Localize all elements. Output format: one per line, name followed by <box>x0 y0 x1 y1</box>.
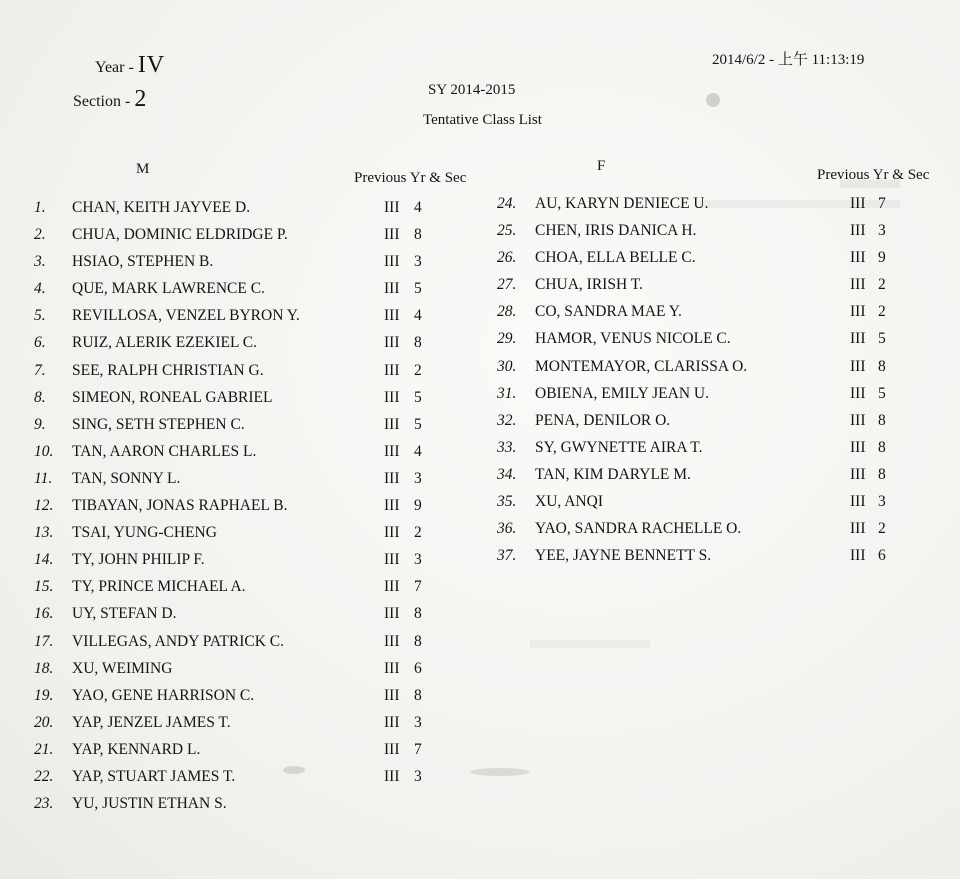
student-name: CHEN, IRIS DANICA H. <box>535 222 697 240</box>
student-number: 32. <box>497 411 517 429</box>
prev-section: 3 <box>414 767 422 785</box>
prev-year: III <box>384 280 400 298</box>
prev-year: III <box>850 276 866 294</box>
student-name: SIMEON, RONEAL GABRIEL <box>72 388 273 406</box>
student-number: 18. <box>34 659 54 677</box>
prev-year: III <box>850 330 866 348</box>
student-row <box>34 714 474 741</box>
student-name: REVILLOSA, VENZEL BYRON Y. <box>72 307 300 325</box>
student-row <box>34 768 474 795</box>
student-row <box>34 741 474 768</box>
student-number: 6. <box>34 334 46 352</box>
prev-year: III <box>384 388 400 406</box>
student-number: 31. <box>497 384 517 402</box>
student-row <box>497 330 927 357</box>
student-name: CHUA, IRISH T. <box>535 276 643 294</box>
prev-section: 2 <box>878 276 886 294</box>
prev-year: III <box>384 415 400 433</box>
prev-section: 3 <box>414 469 422 487</box>
student-number: 10. <box>34 442 54 460</box>
student-number: 8. <box>34 388 46 406</box>
student-row <box>34 362 474 389</box>
prev-section: 5 <box>878 330 886 348</box>
male-column-heading: M <box>136 161 150 177</box>
year-label: Year - <box>95 59 138 76</box>
student-row <box>34 795 474 822</box>
prev-section: 8 <box>414 686 422 704</box>
student-number: 30. <box>497 357 517 375</box>
student-row <box>34 687 474 714</box>
student-row <box>34 605 474 632</box>
student-name: YAP, JENZEL JAMES T. <box>72 713 231 731</box>
student-number: 4. <box>34 280 46 298</box>
prev-year: III <box>850 438 866 456</box>
student-number: 33. <box>497 438 517 456</box>
student-name: YAP, KENNARD L. <box>72 740 201 758</box>
student-number: 2. <box>34 226 46 244</box>
prev-section: 9 <box>878 249 886 267</box>
prev-year: III <box>850 384 866 402</box>
student-name: UY, STEFAN D. <box>72 605 177 623</box>
prev-section: 8 <box>878 411 886 429</box>
prev-section: 5 <box>414 388 422 406</box>
prev-section: 7 <box>414 740 422 758</box>
student-name: SY, GWYNETTE AIRA T. <box>535 438 703 456</box>
section-label: Section - <box>73 93 135 110</box>
prev-section: 5 <box>414 415 422 433</box>
prev-section: 8 <box>414 632 422 650</box>
student-number: 29. <box>497 330 517 348</box>
prev-year: III <box>384 199 400 216</box>
prev-year: III <box>384 307 400 325</box>
student-row <box>497 276 927 303</box>
prev-year: III <box>850 411 866 429</box>
prev-section: 2 <box>414 524 422 542</box>
student-row <box>34 524 474 551</box>
student-name: YAO, SANDRA RACHELLE O. <box>535 520 742 538</box>
student-row <box>497 303 927 330</box>
prev-year: III <box>384 226 400 244</box>
student-row <box>34 280 474 307</box>
student-name: XU, WEIMING <box>72 659 173 677</box>
prev-year: III <box>850 303 866 321</box>
student-row <box>497 466 927 493</box>
prev-section: 2 <box>878 303 886 321</box>
student-number: 21. <box>34 740 54 758</box>
student-number: 16. <box>34 605 54 623</box>
prev-year: III <box>384 632 400 650</box>
student-number: 9. <box>34 415 46 433</box>
prev-year: III <box>384 551 400 569</box>
student-number: 26. <box>497 249 517 267</box>
prev-year: III <box>850 547 866 565</box>
prev-section: 5 <box>414 280 422 298</box>
prev-year: III <box>384 740 400 758</box>
bleed-through-mark <box>530 640 650 648</box>
smudge-mark <box>470 768 530 776</box>
student-row <box>34 416 474 443</box>
year-line <box>95 52 165 79</box>
prev-year: III <box>384 361 400 379</box>
prev-section: 3 <box>878 493 886 511</box>
male-prev-heading: Previous Yr & Sec <box>354 170 467 186</box>
school-year: SY 2014-2015 <box>428 82 516 98</box>
student-name: AU, KARYN DENIECE U. <box>535 195 709 212</box>
student-name: CHOA, ELLA BELLE C. <box>535 249 696 267</box>
student-name: TSAI, YUNG-CHENG <box>72 524 217 542</box>
prev-section: 8 <box>414 226 422 244</box>
prev-year: III <box>850 249 866 267</box>
prev-section: 8 <box>414 605 422 623</box>
student-name: TAN, KIM DARYLE M. <box>535 465 691 483</box>
student-number: 14. <box>34 551 54 569</box>
student-name: CO, SANDRA MAE Y. <box>535 303 682 321</box>
student-name: TY, JOHN PHILIP F. <box>72 551 205 569</box>
student-name: YEE, JAYNE BENNETT S. <box>535 547 712 565</box>
student-row <box>497 222 927 249</box>
student-number: 37. <box>497 547 517 565</box>
student-name: TIBAYAN, JONAS RAPHAEL B. <box>72 497 288 515</box>
student-number: 20. <box>34 713 54 731</box>
prev-section: 8 <box>878 357 886 375</box>
student-row <box>34 334 474 361</box>
student-number: 19. <box>34 686 54 704</box>
female-column-heading: F <box>597 158 606 174</box>
student-name: HAMOR, VENUS NICOLE C. <box>535 330 731 348</box>
prev-year: III <box>384 524 400 542</box>
prev-section: 5 <box>878 384 886 402</box>
student-row <box>497 249 927 276</box>
student-number: 28. <box>497 303 517 321</box>
prev-year: III <box>384 253 400 271</box>
prev-year: III <box>384 497 400 515</box>
student-row <box>34 307 474 334</box>
student-number: 17. <box>34 632 54 650</box>
student-number: 27. <box>497 276 517 294</box>
student-row <box>34 578 474 605</box>
student-name: VILLEGAS, ANDY PATRICK C. <box>72 632 284 650</box>
student-number: 36. <box>497 520 517 538</box>
prev-year: III <box>384 469 400 487</box>
smudge-mark <box>706 93 720 107</box>
student-number: 11. <box>34 469 53 487</box>
prev-section: 2 <box>878 520 886 538</box>
student-row <box>34 497 474 524</box>
student-row <box>497 493 927 520</box>
student-row <box>34 253 474 280</box>
student-name: SEE, RALPH CHRISTIAN G. <box>72 361 264 379</box>
student-number: 23. <box>34 795 54 813</box>
prev-year: III <box>850 195 866 212</box>
student-row <box>497 412 927 439</box>
prev-section: 3 <box>878 222 886 240</box>
student-row <box>34 199 474 226</box>
student-name: TAN, AARON CHARLES L. <box>72 442 257 460</box>
student-row <box>497 385 927 412</box>
prev-section: 8 <box>878 465 886 483</box>
student-row <box>497 439 927 466</box>
student-number: 35. <box>497 493 517 511</box>
student-name: QUE, MARK LAWRENCE C. <box>72 280 265 298</box>
student-name: PENA, DENILOR O. <box>535 411 671 429</box>
student-row <box>34 633 474 660</box>
year-value: IV <box>137 52 166 78</box>
student-number: 34. <box>497 465 517 483</box>
student-number: 15. <box>34 578 54 596</box>
prev-year: III <box>384 767 400 785</box>
section-line <box>73 86 146 113</box>
list-title: Tentative Class List <box>423 112 542 128</box>
prev-section: 9 <box>414 497 422 515</box>
prev-section: 4 <box>414 199 422 216</box>
student-row <box>497 547 927 574</box>
student-name: YAP, STUART JAMES T. <box>72 767 236 785</box>
prev-year: III <box>850 465 866 483</box>
prev-year: III <box>850 222 866 240</box>
prev-section: 6 <box>414 659 422 677</box>
timestamp: 2014/6/2 - 上午 11:13:19 <box>712 52 865 68</box>
student-name: SING, SETH STEPHEN C. <box>72 415 245 433</box>
student-number: 25. <box>497 222 517 240</box>
prev-year: III <box>384 442 400 460</box>
student-name: TAN, SONNY L. <box>72 469 181 487</box>
prev-section: 7 <box>878 195 886 212</box>
student-row <box>497 520 927 547</box>
prev-section: 6 <box>878 547 886 565</box>
student-number: 13. <box>34 524 54 542</box>
student-number: 22. <box>34 767 54 785</box>
male-student-list <box>34 199 474 822</box>
student-number: 5. <box>34 307 46 325</box>
student-row <box>34 443 474 470</box>
prev-section: 4 <box>414 442 422 460</box>
student-name: HSIAO, STEPHEN B. <box>72 253 214 271</box>
prev-section: 3 <box>414 713 422 731</box>
student-row <box>34 226 474 253</box>
student-name: YAO, GENE HARRISON C. <box>72 686 255 704</box>
student-name: CHUA, DOMINIC ELDRIDGE P. <box>72 226 288 244</box>
student-row <box>497 358 927 385</box>
prev-year: III <box>384 659 400 677</box>
prev-section: 2 <box>414 361 422 379</box>
female-prev-heading: Previous Yr & Sec <box>817 167 930 183</box>
prev-year: III <box>850 493 866 511</box>
prev-section: 3 <box>414 551 422 569</box>
student-number: 3. <box>34 253 46 271</box>
prev-section: 8 <box>878 438 886 456</box>
section-value: 2 <box>134 86 147 112</box>
student-row <box>34 660 474 687</box>
prev-year: III <box>384 713 400 731</box>
student-name: MONTEMAYOR, CLARISSA O. <box>535 357 748 375</box>
student-name: CHAN, KEITH JAYVEE D. <box>72 199 251 216</box>
student-row <box>34 470 474 497</box>
student-number: 24. <box>497 195 517 212</box>
prev-year: III <box>384 605 400 623</box>
prev-year: III <box>850 520 866 538</box>
student-name: YU, JUSTIN ETHAN S. <box>72 795 227 813</box>
female-student-list <box>497 195 927 574</box>
prev-year: III <box>850 357 866 375</box>
student-name: OBIENA, EMILY JEAN U. <box>535 384 709 402</box>
student-name: XU, ANQI <box>535 493 604 511</box>
student-name: RUIZ, ALERIK EZEKIEL C. <box>72 334 257 352</box>
prev-section: 7 <box>414 578 422 596</box>
student-number: 7. <box>34 361 46 379</box>
student-row <box>34 551 474 578</box>
prev-section: 8 <box>414 334 422 352</box>
prev-year: III <box>384 578 400 596</box>
student-name: TY, PRINCE MICHAEL A. <box>72 578 246 596</box>
prev-section: 4 <box>414 307 422 325</box>
prev-year: III <box>384 334 400 352</box>
student-row <box>34 389 474 416</box>
student-row <box>497 195 927 222</box>
student-number: 1. <box>34 199 46 216</box>
student-number: 12. <box>34 497 54 515</box>
prev-year: III <box>384 686 400 704</box>
prev-section: 3 <box>414 253 422 271</box>
